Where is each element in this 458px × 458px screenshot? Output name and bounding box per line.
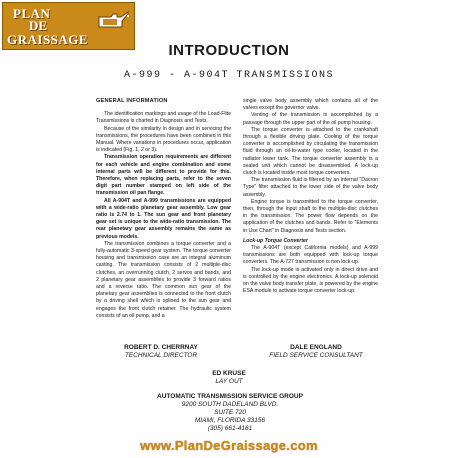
paragraph: Engine torque is transmitted to the torque converter, then, through the input shaft to the multiple-disc clutches in the transmission. The power flow depends on the application of the clutches and bands. Refer to "Elements in Use Chart" in Diagnosis and Tests section. [243, 198, 378, 234]
paragraph-bold: Transmission operation requirements are different for each vehicle and engine combination and some internal parts will be different to provide for this. Therefore, when replacing parts, refer to the seven digit part number stamped on left side of the transmission oil pan flange. [96, 154, 231, 197]
logo-text-line3: GRAISSAGE [7, 32, 89, 47]
oil-can-icon [95, 7, 129, 31]
organization-address-block [110, 393, 350, 433]
signature-block-field-consultant [246, 344, 386, 360]
address-line: SUITE 720 [214, 409, 246, 416]
sub-heading: Lock-up Torque Converter [243, 237, 308, 244]
website-watermark-link[interactable]: www.PlanDeGraissage.com [140, 438, 318, 453]
address-line: MIAMI, FLORIDA 33156 [194, 417, 266, 424]
paragraph: Venting of the transmission is accomplished by a passage through the upper part of the oil pump housing. [243, 112, 378, 126]
paragraph-bold: All A-904T and A-999 transmissions are equipped with a wide-ratio planetary gear assembly. Low gear ratio is 2.74 to 1. The sun gear and front planetary gear set is unique to the wide-ratio transmission. The rear planetary gear assembly remains the same as previous models. [96, 197, 231, 240]
paragraph: The transmission combines a torque converter and a fully-automatic 3-speed gear system. The torque converter housing and transmission case are an integral aluminum casting. The transmission consists of 2 multiple-disc clutches, an overrunning clutch, 2 servos and bands, and 2 planetary gear assemblies to provide 3 forward ratios and a reverse ratio. The common sun gear of the planetary gear assemblies is connected to the front clutch by a driving shell which is splined to the sun gear and engages the front clutch retainer. The hydraulic system consists of an oil pump, and a [96, 240, 231, 319]
page-subtitle: A-999 - A-904T TRANSMISSIONS [123, 70, 335, 81]
phone-number: (305) 661-4161 [207, 425, 253, 432]
signature-block-layout [164, 370, 294, 386]
section-heading: GENERAL INFORMATION [96, 98, 168, 104]
paragraph: The identification markings and usage of the Load-Flite Transmissions is charted in Diagnosis and Tests. [96, 111, 231, 125]
organization-name: AUTOMATIC TRANSMISSION SERVICE GROUP [157, 393, 303, 400]
signature-block-technical-director [96, 344, 226, 360]
paragraph: The torque converter is attached to the crankshaft through a flexible driving plate. Cooling of the torque converter is accomplished by circulating the transmission fluid through an oil-to-water type cooler, located in the radiator lower tank. The torque converter assembly is a sealed unit which cannot be disassembled. A lock-up clutch is located inside most torque converters. [243, 126, 378, 177]
paragraph: The A-904T (except California models) and A-999 transmissions are both equipped with lock-up torque converters. The A-727 transmission is non lock-up. [243, 245, 378, 266]
paragraph: The transmission fluid is filtered by an internal "Dacron Type" filter attached to the lower side of the valve body assembly. [243, 177, 378, 198]
address-line: 9200 SOUTH DADELAND BLVD. [181, 401, 279, 408]
person-role: FIELD SERVICE CONSULTANT [269, 352, 363, 359]
paragraph: Because of the similarity in design and in servicing the transmissions, the procedures have been combined in this Manual. Where variations in procedures occur, application is indicated (Fig. 1, 2 or 3). [96, 125, 231, 154]
person-role: TECHNICAL DIRECTOR [124, 352, 198, 359]
left-text-column [96, 98, 231, 320]
person-name: DALE ENGLAND [290, 344, 342, 351]
person-role: LAY OUT [215, 378, 243, 385]
person-name: ROBERT D. CHERRNAY [124, 344, 198, 351]
page-title: INTRODUCTION [168, 42, 290, 59]
person-name: ED KRUSE [212, 370, 246, 377]
paragraph: The lock-up mode is activated only in direct drive and is controlled by the engine electronics. A lock-up solenoid on the valve body transfer plate, is powered by the engine ESA module to activate torque converter lock-up. [243, 266, 378, 295]
logo-text-line1: PLAN [13, 6, 51, 21]
paragraph: single valve body assembly which contains all of the valves except the governor valve. [243, 98, 378, 112]
logo-text-line2: DE [29, 18, 48, 33]
right-text-column [243, 98, 378, 295]
